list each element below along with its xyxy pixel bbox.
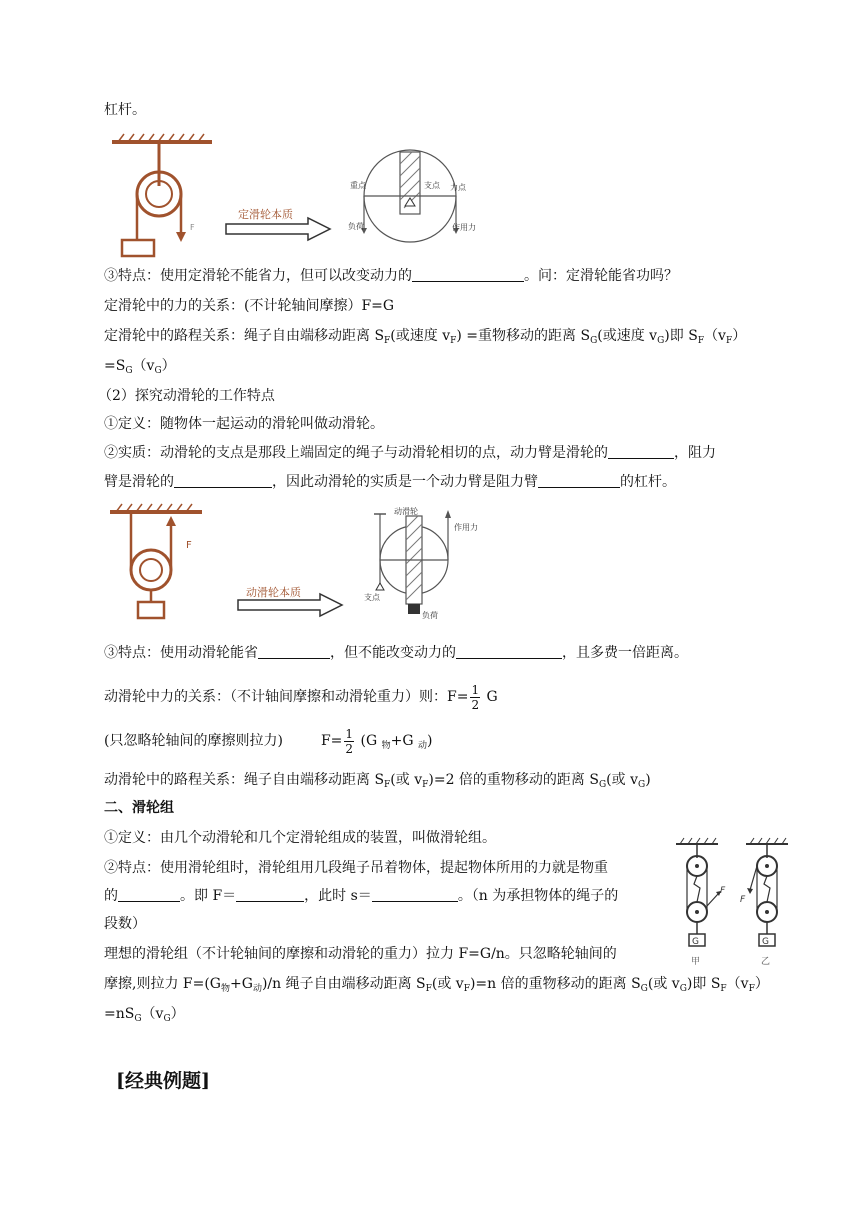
group-feature-1: ②特点：使用滑轮组时，滑轮组用几段绳子吊着物体，提起物体所用的力就是物重 <box>104 860 608 876</box>
label-lidian: 力点 <box>450 183 466 192</box>
group-jia: 甲 <box>691 957 701 967</box>
group-feature-2: 的 。即 F＝ ，此时 s＝ 。（n 为承担物体的绳子的 <box>104 888 619 904</box>
blank-multiple[interactable] <box>538 473 620 488</box>
movable-essence-2: 臂是滑轮的 ，因此动滑轮的实质是一个动力臂是阻力臂 的杠杆。 <box>104 474 676 490</box>
label-zhidian: 支点 <box>424 181 440 190</box>
movable-feature: ③特点：使用动滑轮能省 ，但不能改变动力的 ，且多费一倍距离。 <box>104 645 688 661</box>
blank-s[interactable] <box>372 887 458 902</box>
fraction-half-2: $\frac{1}{2}$ <box>345 726 354 756</box>
group-f2: F <box>740 895 746 905</box>
pulley-group-diagram <box>672 836 802 968</box>
group-ideal: 理想的滑轮组（不计轮轴间的摩擦和动滑轮的重力）拉力 F=G/n。只忽略轮轴间的 <box>104 946 617 962</box>
movable-pulley-diagram <box>108 500 498 640</box>
intro-tail: 杠杆。 <box>104 102 146 118</box>
movable-pull: (只忽略轮轴间的摩擦则拉力) F= $\frac{1}{2}$ (G $_物$+G $_动$) <box>104 726 433 756</box>
blank-diameter[interactable] <box>608 444 674 459</box>
fraction-half: $\frac{1}{2}$ <box>471 682 480 712</box>
fixed-f-label: F <box>190 223 195 232</box>
blank-radius[interactable] <box>174 473 272 488</box>
label-zuoyongli: 作用力 <box>452 223 476 232</box>
group-g1: G <box>692 937 699 947</box>
blank-F[interactable] <box>236 887 304 902</box>
group-friction: 摩擦,则拉力 $F=(G_物+G_动)/n$ 绳子自由端移动距离 $S_F$(或 $v_F)=n$ 倍的重物移动的距离 $S_G$(或 $v_G$)即 $S_F(v_F)$ <box>104 976 769 994</box>
label-zhongdian: 重点 <box>350 181 366 190</box>
label-fuhe: 负荷 <box>348 222 364 231</box>
group-yi: 乙 <box>761 957 771 967</box>
blank-fraction[interactable] <box>118 887 180 902</box>
fixed-arrow-label: 定滑轮本质 <box>238 208 293 221</box>
fixed-path-2: $=S_G(v_G)$ <box>104 358 176 376</box>
label-movable-zhidian: 支点 <box>364 593 380 602</box>
movable-arrow-label: 动滑轮本质 <box>246 586 301 599</box>
group-last: $=nS_G(v_G)$ <box>104 1006 185 1024</box>
movable-essence-1: ②实质：动滑轮的支点是那段上端固定的绳子与动滑轮相切的点，动力臂是滑轮的 ，阻力 <box>104 445 716 461</box>
label-dong-hua-lun: 动滑轮 <box>394 507 418 516</box>
movable-f-label: F <box>186 540 192 551</box>
examples-heading: [经典例题] <box>116 1070 210 1092</box>
fixed-force: 定滑轮中的力的关系：(不计轮轴间摩擦）F=G <box>104 298 395 314</box>
group-g2: G <box>762 937 769 947</box>
movable-section: （2）探究动滑轮的工作特点 <box>98 388 275 404</box>
fixed-path-1: 定滑轮中的路程关系：绳子自由端移动距离 $S_F$(或速度 $v_F$) =重物移动的距离 $S_G$(或速度 $v_G$)即 $S_F(v_F)$ <box>104 328 747 346</box>
group-feature-3: 段数） <box>104 916 146 932</box>
label-movable-fuhe: 负荷 <box>422 611 438 620</box>
movable-path: 动滑轮中的路程关系：绳子自由端移动距离 $S_F$(或 $v_F)=2$ 倍的重物移动的距离 $S_G$(或 $v_G$) <box>104 772 651 790</box>
fixed-pulley-diagram <box>108 130 498 260</box>
fixed-feature: ③特点：使用定滑轮不能省力，但可以改变动力的 。问：定滑轮能省功吗？ <box>104 268 678 284</box>
label-movable-zuoyongli: 作用力 <box>454 523 478 532</box>
blank-movable-direction[interactable] <box>456 644 562 659</box>
blank-force[interactable] <box>258 644 330 659</box>
group-title: 二、滑轮组 <box>104 800 174 816</box>
group-f1: F <box>720 886 726 896</box>
group-definition: ①定义：由几个动滑轮和几个定滑轮组成的装置，叫做滑轮组。 <box>104 830 496 846</box>
movable-force: 动滑轮中力的关系：（不计轴间摩擦和动滑轮重力）则：F= $\frac{1}{2}$ G <box>104 682 498 712</box>
blank-direction[interactable] <box>412 267 524 282</box>
movable-definition: ①定义：随物体一起运动的滑轮叫做动滑轮。 <box>104 416 384 432</box>
